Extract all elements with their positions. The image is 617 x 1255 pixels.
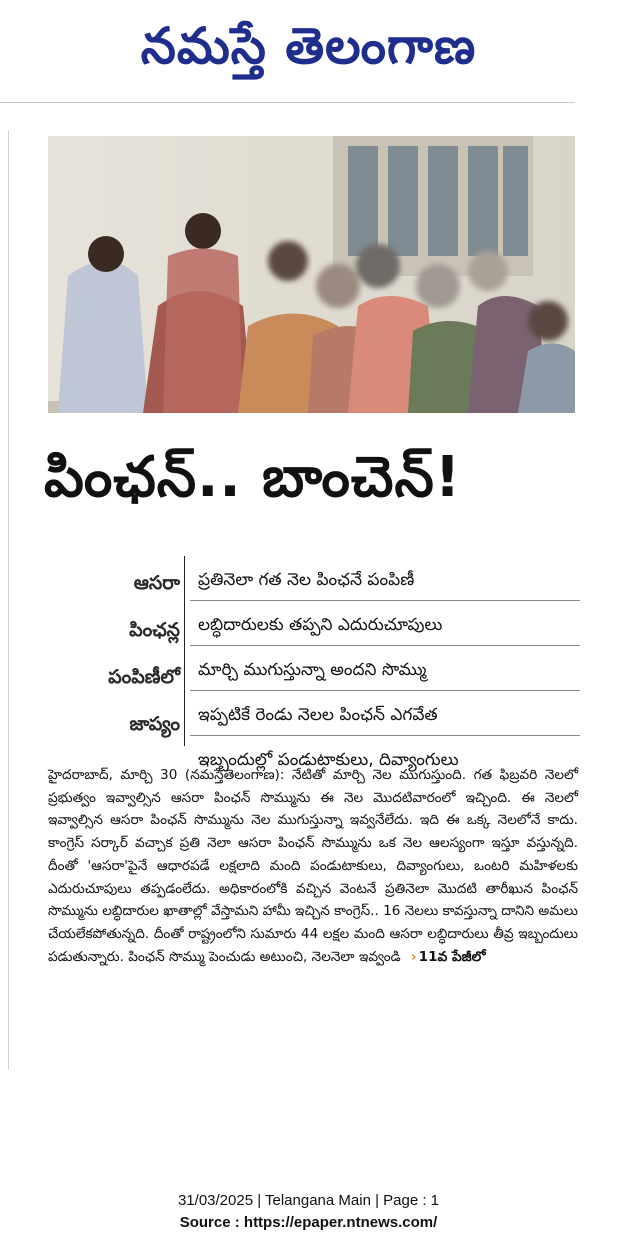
highlight-item: లబ్ధిదారులకు తప్పని ఎదురుచూపులు xyxy=(190,601,580,646)
headline: పింఛన్.. బాంచెన్! xyxy=(44,445,462,510)
photo-illustration xyxy=(48,136,575,413)
highlights-list xyxy=(190,556,580,780)
column-divider xyxy=(8,130,9,1070)
continued-on-page-label: 11వ పేజీలో xyxy=(418,948,486,965)
page-footer xyxy=(0,1190,617,1234)
masthead-divider xyxy=(0,102,575,103)
jump-arrow-icon: › xyxy=(411,948,417,965)
edition-info: 31/03/2025 | Telangana Main | Page : 1 xyxy=(177,1192,440,1209)
newspaper-logo: నమస్తే తెలంగాణ xyxy=(140,16,477,75)
article-body-text: హైదరాబాద్, మార్చి 30 (నమస్తేతెలంగాణ): నేటితో మార్చి నెల ముగుస్తుంది. గత ఫిబ్రవరి నెలలో ప్రభుత్వం ఇవ్వాల్సిన ఆసరా పింఛన్ సొమ్మును ఈ నెల మొదటివారంలో ఇచ్చింది. ఈ నెలలో ఇవ్వాల్సిన ఆసరా పింఛన్ సొమ్మును నెల ముగుస్తున్నా ఇవ్వనేలేదు. ఇది ఈ ఒక్క నెలలోనే కాదు. కాంగ్రెస్ సర్కార్ వచ్చాక ప్రతి నెలా ఆసరా పింఛన్ సొమ్మును ఒక నెల ఆలస్యంగా ఇస్తూ వస్తున్నది. దీంతో 'ఆసరా'పైనే ఆధారపడే లక్షలాది మంది పండుటాకులు, దివ్యాంగులు, ఒంటరి మహిళలకు ఎదురుచూపులు తప్పడంలేదు. అధికారంలోకి వచ్చిన వెంటనే ప్రతినెలా మొదటి తారీఖున పింఛన్ సొమ్మును లబ్ధిదారుల ఖాతాల్లో వేస్తామని హామీ ఇచ్చిన కాంగ్రెస్.. 16 నెలలు కావస్తున్నా దానిని అమలు చేయలేకపోతున్నది. దీంతో రాష్ట్రంలోని సుమారు 44 లక్షల మంది ఆసరా లబ్ధిదారులు తీవ్ర ఇబ్బందులు పడుతున్నారు. పింఛన్ సొమ్ము పెంచుడు అటుంచి, నెలనెలా ఇవ్వండి xyxy=(48,767,578,965)
kicker-line: పింఛన్ల xyxy=(129,619,180,641)
kicker xyxy=(80,560,180,748)
continued-on-page-link[interactable] xyxy=(411,946,486,969)
kicker-line: పంపిణీలో xyxy=(108,666,180,688)
kicker-divider xyxy=(184,556,185,746)
masthead xyxy=(0,0,617,100)
kicker-line: ఆసరా xyxy=(133,572,180,594)
article-body xyxy=(48,764,578,968)
highlight-item: ప్రతినెలా గత నెల పింఛనే పంపిణీ xyxy=(190,556,580,601)
news-photo xyxy=(48,136,575,413)
kicker-line: జాప్యం xyxy=(129,713,180,735)
highlight-item: ఇబ్బందుల్లో పండుటాకులు, దివ్యాంగులు xyxy=(198,750,459,770)
highlight-item: ఇప్పటికే రెండు నెలల పింఛన్ ఎగవేత xyxy=(190,691,580,736)
highlight-item: మార్చి ముగుస్తున్నా అందని సొమ్ము xyxy=(190,646,580,691)
source-info: Source : https://epaper.ntnews.com/ xyxy=(179,1214,438,1231)
